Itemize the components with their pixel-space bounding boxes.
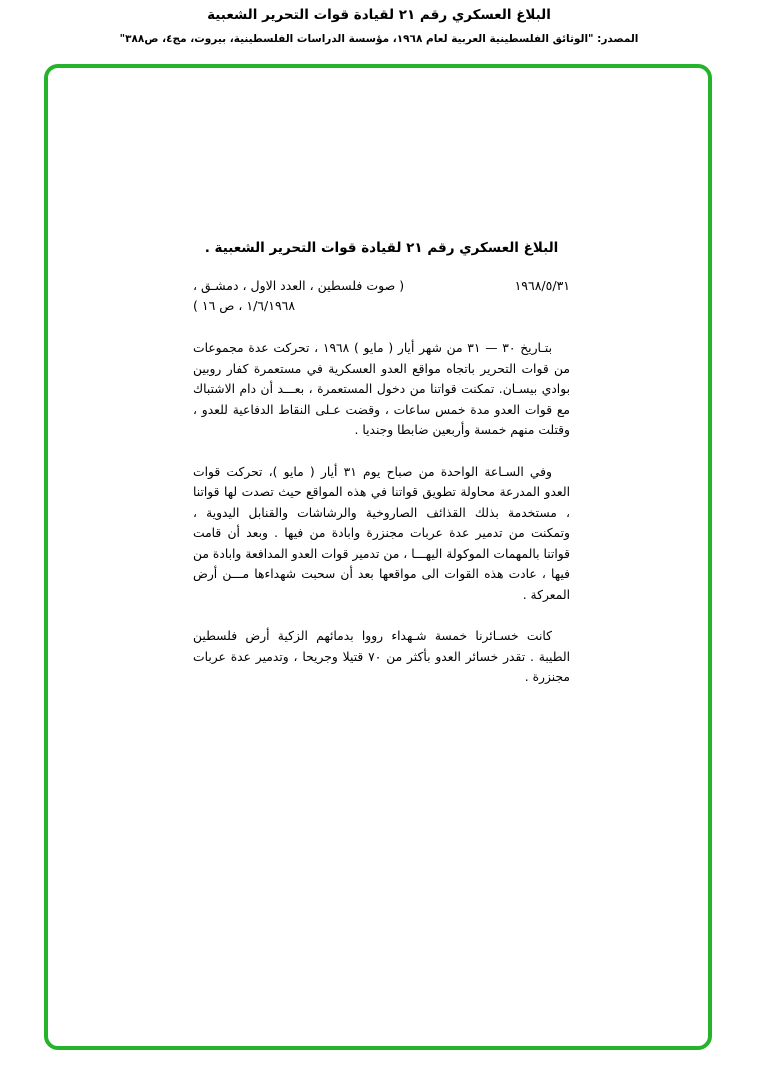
document-title: البلاغ العسكري رقم ٢١ لقيادة قوات التحرير الشعبية . xyxy=(204,240,559,256)
paragraph-3: كانت خسـائرنا خمسة شـهداء رووا بدمائهم الزكية أرض فلسطين الطيبة . تقدر خسائر العدو بأكثر من ٧٠ قتيلا وجريحا ، وتدمير عدة عربات مجنزرة . xyxy=(193,629,570,684)
paragraph-1: بتـاريخ ٣٠ — ٣١ من شهر أيار ( مايو ) ١٩٦٨ ، تحركت عدة مجموعات من قوات التحرير باتجاه مواقع العدو العسكرية في مستعمرة كفار روبين بوادي بيسـان. تمكنت قواتنا من دخول المستعمرة ، بعـــد أن دام الاشتباك مع قوات العدو مدة خمس ساعات ، وقضت عـلى النقاط الدفاعية للعدو ، وقتلت منهم خمسة وأربعين ضابطا وجنديا . xyxy=(193,341,570,437)
paragraph-2: وفي السـاعة الواحدة من صباح يوم ٣١ أيار ( مايو )، تحركت قوات العدو المدرعة محاولة تطويق قواتنا في هذه المواقع حيث تصدت لها قواتنا ، مستخدمة بذلك القذائف الصاروخية والرشاشات والقنابل اليدوية ، وتمكنت من تدمير عدة عربات مجنزرة وابادة من فيها . وبعد أن قامت قواتنا بالمهمات الموكولة اليهـــا ، من تدمير قوات العدو المدافعة وابادة من فيها ، عادت هذه القوات الى مواقعها بعد أن سحبت شهداءها مـــن أرض المعركة . xyxy=(193,464,570,602)
document-citation: ( صوت فلسطين ، العدد الاول ، دمشـق ، ١/٦/١٩٦٨ ، ص ١٦ ) xyxy=(193,278,405,313)
date-citation-row xyxy=(193,276,570,316)
page-header xyxy=(0,0,758,45)
document-date: ١٩٦٨/٥/٣١ xyxy=(514,278,570,293)
header-source: المصدر: "الوثائق الفلسطينية العربية لعام ١٩٦٨، مؤسسة الدراسات الفلسطينية، بيروت، مج٤، ص٣٨٨" xyxy=(119,33,639,45)
header-title: البلاغ العسكري رقم ٢١ لقيادة قوات التحرير الشعبية xyxy=(207,7,551,23)
document-page xyxy=(193,68,570,709)
document-border xyxy=(44,64,712,1050)
